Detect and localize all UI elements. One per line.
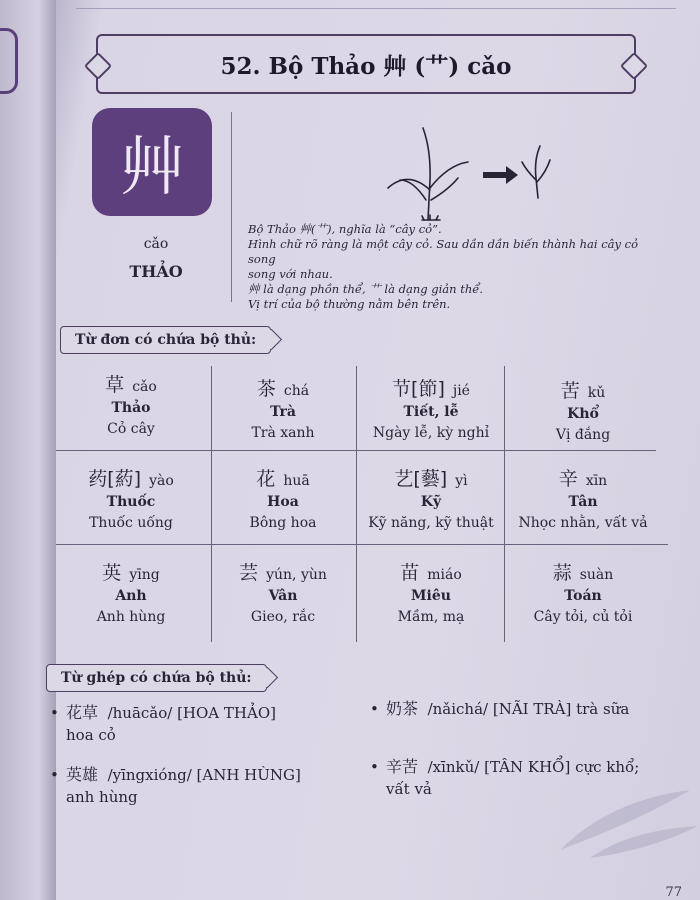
compound-words-label xyxy=(46,664,267,692)
arrow-icon xyxy=(483,166,518,184)
word-cell: 辛 xīn Tân Nhọc nhằn, vất vả xyxy=(518,468,648,531)
word-cell: 苗 miáo Miêu Mầm, mạ xyxy=(397,562,465,625)
banner-ornament-left xyxy=(84,52,112,80)
word-cell: 苦 kǔ Khổ Vị đắng xyxy=(555,380,611,443)
radical-description xyxy=(248,222,668,312)
single-words-table xyxy=(56,366,668,642)
single-words-label-text: Từ đơn có chứa bộ thủ: xyxy=(75,332,257,348)
radical-character: 艸 xyxy=(120,131,184,205)
list-item: • 花草 /huācǎo/ [HOA THẢO] hoa cỏ xyxy=(50,703,276,744)
word-cell: 艺[藝] yì Kỹ Kỹ năng, kỹ thuật xyxy=(368,468,494,531)
word-cell: 草 cǎo Thảo Cỏ cây xyxy=(105,374,157,437)
table-divider xyxy=(56,450,656,451)
page-number: 77 xyxy=(665,885,682,900)
description-line: Vị trí của bộ thường nằm bên trên. xyxy=(248,297,451,311)
leaf-decoration-icon xyxy=(550,780,700,860)
facing-page-ornament xyxy=(0,28,18,94)
single-words-label xyxy=(60,326,271,354)
word-cell: 节[節] jié Tiết, lễ Ngày lễ, kỳ nghỉ xyxy=(372,378,490,441)
radical-character-box xyxy=(92,108,212,216)
word-cell: 英 yīng Anh Anh hùng xyxy=(96,562,166,625)
word-cell: 茶 chá Trà Trà xanh xyxy=(251,378,315,441)
banner-ornament-right xyxy=(620,52,648,80)
description-line: song với nhau. xyxy=(248,267,333,281)
lesson-title: 52. Bộ Thảo 艸 (艹) cǎo xyxy=(220,52,512,80)
header-rule xyxy=(76,8,676,9)
grass-evolution-drawing xyxy=(318,120,558,230)
table-divider xyxy=(56,544,668,545)
list-item: • 英雄 /yīngxióng/ [ANH HÙNG] anh hùng xyxy=(50,765,301,806)
lesson-title-banner xyxy=(96,34,636,94)
description-line: Hình chữ rõ ràng là một cây cỏ. Sau dần dần biến thành hai cây cỏ song xyxy=(248,237,639,266)
list-item: • 奶茶 /nǎichá/ [NÃI TRÀ] trà sữa xyxy=(370,699,630,718)
word-cell: 蒜 suàn Toán Cây tỏi, củ tỏi xyxy=(533,562,633,625)
compound-words-label-text: Từ ghép có chứa bộ thủ: xyxy=(61,670,252,686)
word-cell: 芸 yún, yùn Vân Gieo, rắc xyxy=(239,562,327,625)
book-page xyxy=(50,0,700,900)
word-cell: 药[葯] yào Thuốc Thuốc uống xyxy=(88,468,174,531)
radical-divider xyxy=(231,112,232,302)
radical-name: THẢO xyxy=(129,262,183,281)
word-cell: 花 huā Hoa Bông hoa xyxy=(249,468,317,531)
list-item: • 辛苦 /xīnkǔ/ [TÂN KHỔ] cực khổ; vất vả xyxy=(370,757,640,798)
description-line: Bộ Thảo 艸(艹), nghĩa là “cây cỏ”. xyxy=(248,222,442,236)
description-line: 艸 là dạng phồn thể, 艹 là dạng giản thể. xyxy=(248,282,483,296)
radical-pinyin: cǎo xyxy=(143,236,169,252)
